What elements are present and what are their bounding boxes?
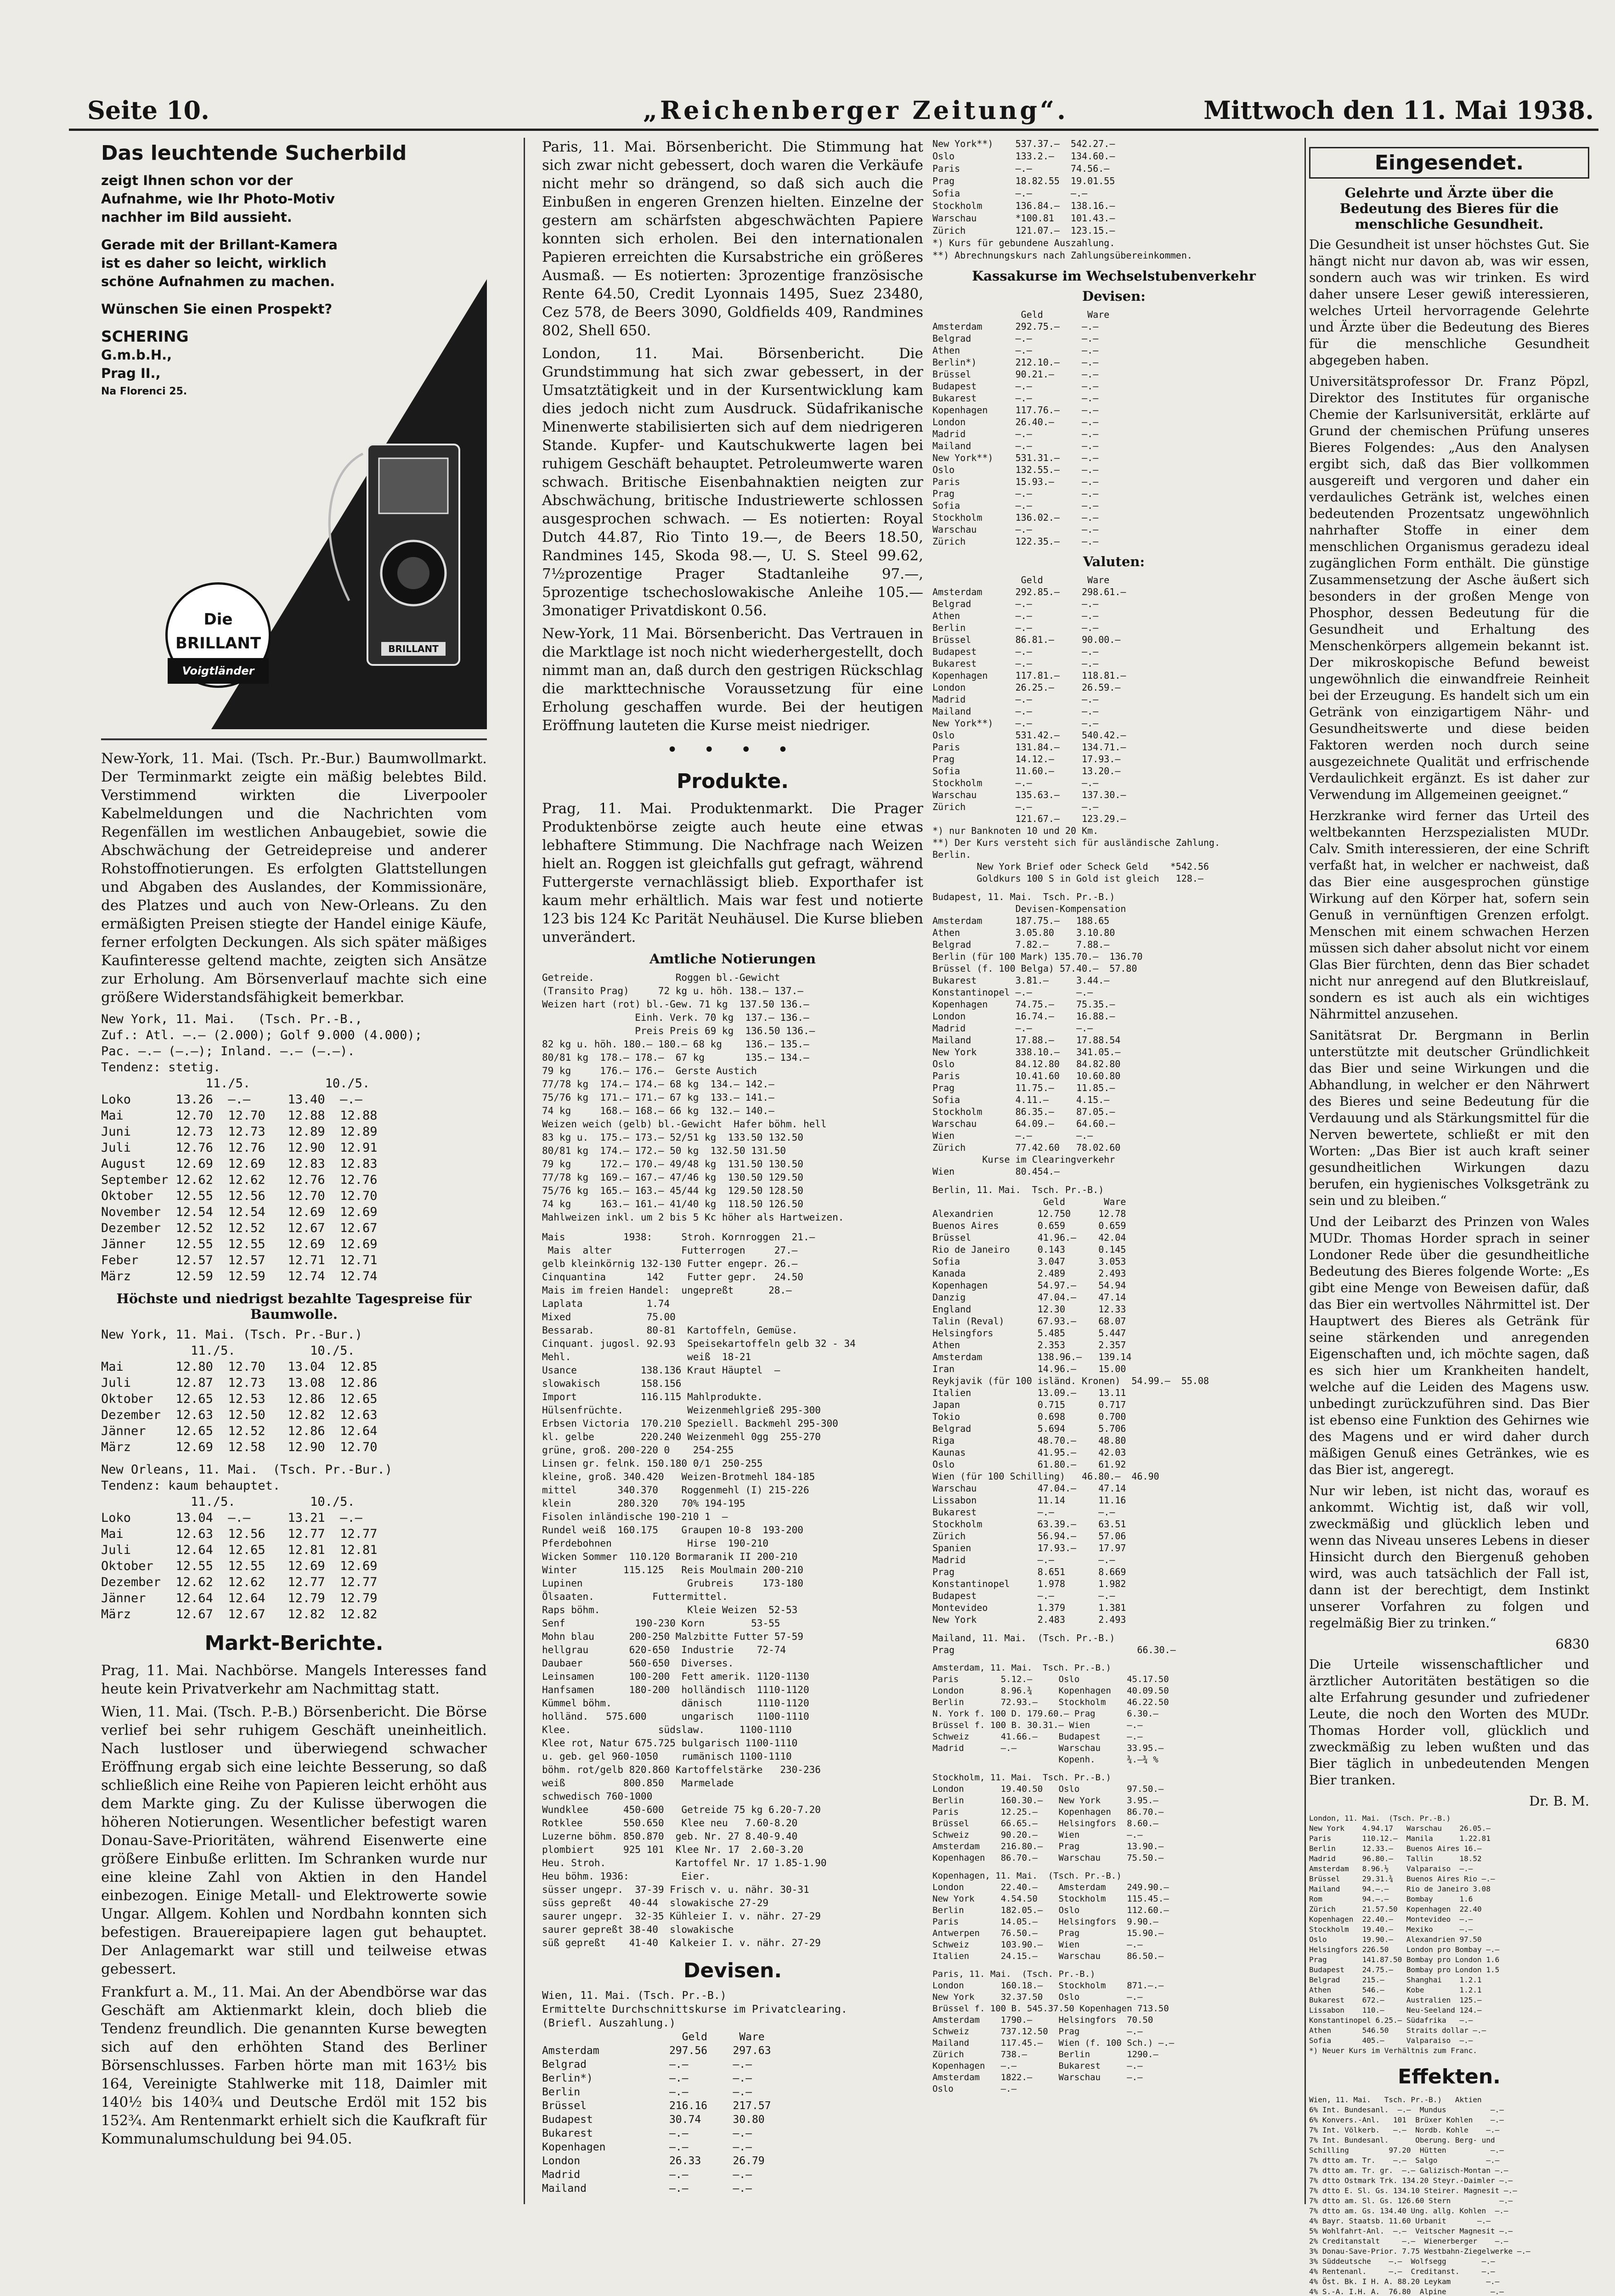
article-frankfurt: Frankfurt a. M., 11. Mai. An der Abendbörse war das Geschäft am Aktienmarkt klein, doch blieb die Tendenz freundlich. Die genannten Kurse bewegten sich auf den erhöhten Stand des Berliner Börsenschlusses. Farben hörte man mit 163½ bis 164, Vereinigte Stahlwerke mit 118, Daimler mit 140½ bis 140¾ und Deutsche Erdöl mit 152 bis 152¾. Am Rentenmarkt erhielt sich die Kaufkraft für Kommunalumschuldung bei 94.05. [101,1984,487,2147]
ad-city: Prag II., [101,366,161,381]
table-amsterdam: Amsterdam, 11. Mai. Tsch. Pr.-B.) Paris 5.12.— Oslo 45.17.50 London 8.96.¾ Kopenhagen 40.09.50 Berlin 72.93.— Stockholm 46.22.50 N. York f. 100 D. 179.60.— Prag 6.30.— Brüssel f. 100 B. 30.31.— Wien —.— Schweiz 41.66.— Budapest —.— Madrid —.— Warschau 33.95.— Kopenh. ¾.—¾ % [932,1663,1169,1765]
voigtlaender-logo: Voigtländer [168,658,269,684]
ad-headline: Das leuchtende Sucherbild [101,141,407,165]
subheading-kassakurse: Kassakurse im Wechselstubenverkehr [972,268,1256,284]
newspaper-page [69,87,1598,2296]
section-produkte: Produkte. [677,770,789,793]
subheading-valuten: Valuten: [1083,554,1145,569]
section-devisen: Devisen. [683,1959,782,1982]
newspaper-title: „Reichenberger Zeitung“. [643,96,1068,125]
ad-text: zeigt Ihnen schon vor der Aufnahme, wie Ihr Photo-Motiv nachher im Bild aussieht. [101,173,335,225]
column-rule [524,138,525,2204]
article-paris: Paris, 11. Mai. Börsenbericht. Die Stimmung hat sich zwar nicht gebessert, doch waren die Verkäufe nicht mehr so drängend, so daß sich auch die Einbußen in engeren Grenzen hielten. Einzelne der gestern am schärfsten abgeschwächten Papiere konnten sich erholen. Bei den internationalen Papieren erreichten die Kursabstriche ein größeres Ausmaß. — Es notierten: 3prozentige französische Rente 64.50, Credit Lyonnais 1495, Suez 23480, Cez 578, de Beers 3090, Goldfields 409, Randmines 802, Shell 650. [542,139,923,339]
article-paragraph: Sanitätsrat Dr. Bergmann in Berlin unterstützte mit deutscher Gründlichkeit das Bier und seine Wirkungen und die Abhandlung, in welcher er den Nährwert des Bieres und seine Bedeutung für die Verdauung und als Stärkungsmittel für die Nerven bewertete, schließt er mit den Worten: „Das Bier ist auch kraft seiner gesundheitlichen Wirkungen dazu berufen, ein hygienisches Volksgetränk zu sein und zu bleiben.“ [1309,1028,1589,1208]
article-london: London, 11. Mai. Börsenbericht. Die Grundstimmung hat sich zwar gebessert, in der Umsatztätigkeit und in der Kursentwicklung kam dies jedoch nicht zum Ausdruck. Südafrikanische Minenwerte stabilisierten sich auf dem niedrigeren Stande. Kupfer- und Kautschukwerte lagen bei ruhigem Geschäft behauptet. Petroleumwerte waren schwach. Britische Eisenbahnaktien neigten zur Abschwächung, britische Industriewerte schlossen ausgesprochen schwach. — Es notierten: Royal Dutch 44.87, Rio Tinto 19.—, de Beers 18.50, Randmines 145, Skoda 98.—, U. S. Steel 99.62, 7½prozentige Prager Stadtanleihe 97.—, 5prozentige tschechoslowakische Anleihe 105.— 3monatiger Privatdiskont 0.56. [542,345,924,619]
article-paragraph: Universitätsprofessor Dr. Franz Pöpzl, Direktor des Institutes für organische Chemie der Karlsuniversität, erklärte auf Grund der chemischen Prüfung unseres Bieres Folgendes: „Aus den Analysen ergibt sich, daß das Bier vollkommen ausgereift und vergoren und daher ein verdauliches Getränk ist, welches einen bedeutenden Prozentsatz ungewöhnlich nahrhafter Stoffe in einer dem menschlichen Organismus geradezu ideal zugänglichen Form enthält. Die günstige Zusammensetzung der Asche äußert sich besonders in der großen Menge von Phosphor, dessen Bedeutung für die Gesundheit und Erhaltung des Menschenkörpers allgemein bekannt ist. Der mikroskopische Befund beweist ungewöhnlich die einwandfreie Reinheit bei der Erzeugung. Es handelt sich um ein Getränk von einzigartigem Nähr- und Gesundheitswerte und diese beiden Faktoren werden noch durch seine ausgezeichnete Qualität und erfrischende Verdaulichkeit ergänzt. Es ist daher zur Verwendung im Allgemeinen geeignet.“ [1309,374,1589,802]
subheading-amtliche: Amtliche Notierungen [649,951,816,967]
column-3 [932,138,1295,2213]
brillant-badge [165,582,271,688]
section-eingesendet: Eingesendet. [1309,147,1589,179]
table-new-orleans: New Orleans, 11. Mai. (Tsch. Pr.-Bur.) Tendenz: kaum behauptet. 11./5. 10./5. Loko 13.04 —.— 13.21 —.— Mai 12.63 12.56 12.77 12.77 Juli 12.64 12.65 12.81 12.81 Oktober 12.55 12.55 12.69 12.69 Dezember 12.62 12.62 12.77 12.77 Jänner 12.64 12.64 12.79 12.79 März 12.67 12.67 12.82 12.82 [101,1463,392,1621]
badge-brand-name: BRILLANT [175,634,261,653]
article-prag-produkte: Prag, 11. Mai. Produktenmarkt. Die Prager Produktenbörse zeigte auch heute eine etwas lebhaftere Stimmung. Die Nachfrage nach Weizen hielt an. Roggen ist gleichfalls gut gefragt, während Futtergerste vernachlässigt blieb. Exporthafer ist kaum mehr erhältlich. Mais war fest und notierte 123 bis 124 Kc Parität Neuhäusel. Die Kurse blieben unverändert. [542,800,923,945]
table-ny-cotton: New York, 11. Mai. (Tsch. Pr.-B., Zuf.: Atl. —.— (2.000); Golf 9.000 (4.000); Pac. —.— (—.—); Inland. —.— (—.—). Tendenz: stetig. 11./5. 10./5. Loko 13.26 —.— 13.40 —.— Mai 12.70 12.70 12.88 12.88 Juni 12.73 12.73 12.89 12.89 Juli 12.76 12.76 12.90 12.91 August 12.69 12.69 12.83 12.83 September 12.62 12.62 12.76 12.76 Oktober 12.55 12.56 12.70 12.70 November 12.54 12.54 12.69 12.69 Dezember 12.52 12.52 12.67 12.67 Jänner 12.55 12.55 12.69 12.69 Feber 12.57 12.57 12.71 12.71 März 12.59 12.59 12.74 12.74 [101,1012,422,1283]
table-kassa-devisen: Geld Ware Amsterdam 292.75.— —.— Belgrad —.— —.— Athen —.— —.— Berlin*) 212.10.— —.— Brüssel 90.21.— —.— Budapest —.— —.— Bukarest —.— —.— Kopenhagen 117.76.— —.— London 26.40.— —.— Madrid —.— —.— Mailand —.— —.— New York**) 531.31.— —.— Oslo 132.55.— —.— Paris 15.93.— —.— Prag —.— —.— Sofia —.— —.— Stockholm 136.02.— —.— Warschau —.— —.— Zürich 122.35.— —.— [932,309,1110,547]
table-mailand: Mailand, 11. Mai. (Tsch. Pr.-B.) Prag 66.30.— [932,1632,1176,1655]
table-produkte: Mais 1938: Stroh. Kornroggen 21.— Mais alter Futterrogen 27.— gelb kleinkörnig 132-130 Futter engepr. 26.— Cinquantina 142 Futter gepr. 24.50 Mais im freien Handel: ungepreßt 28.— Laplata 1.74 Mixed 75.00 Bessarab. 80-81 Kartoffeln, Gemüse. Cinquant. jugosl. 92.93 Speisekartoffeln gelb 32 - 34 Mehl. weiß 18-21 Usance 138.136 Kraut Häuptel — slowakisch 158.156 Import 116.115 Mahlprodukte. Hülsenfrüchte. Weizenmehlgrieß 295-300 Erbsen Victoria 170.210 Speziell. Backmehl 295-300 kl. gelbe 220.240 Weizenmehl 0gg 255-270 grüne, groß. 200-220 0 254-255 Linsen gr. felnk. 150.180 0/1 250-255 kleine, groß. 340.420 Weizen-Brotmehl 184-185 mittel 340.370 Roggenmehl (I) 215-226 klein 280.320 70% 194-195 Fisolen inländische 190-210 1 — Rundel weiß 160.175 Graupen 10-8 193-200 Pferdebohnen Hirse 190-210 Wicken Sommer 110.120 Bormaranik II 200-210 Winter 115.125 Reis Moulmain 200-210 Lupinen Grubreis 173-180 Ölsaaten. Futtermittel. Raps böhm. Kleie Weizen 52-53 Senf 190-230 Korn 53-55 Mohn blau 200-250 Malzbitte Futter 57-59 hellgrau 620-650 Industrie 72-74 Daubaer 560-650 Diverses. Leinsamen 100-200 Fett amerik. 1120-1130 Hanfsamen 180-200 holländisch 1110-1120 Kümmel böhm. dänisch 1110-1120 holländ. 575.600 ungarisch 1100-1110 Klee. südslaw. 1100-1110 Klee rot, Natur 675.725 bulgarisch 1100-1110 u. geb. gel 960-1050 rumänisch 1100-1110 böhm. rot/gelb 820.860 Kartoffelstärke 230-236 weiß 800.850 Marmelade schwedisch 760-1000 Wundklee 450-600 Getreide 75 kg 6.20-7.20 Rotklee 550.650 Klee neu 7.60-8.20 Luzerne böhm. 850.870 geb. Nr. 27 8.40-9.40 plombiert 925 101 Klee Nr. 17 2.60-3.20 Heu. Stroh. Kartoffel Nr. 17 1.85-1.90 Heu böhm. 1936: Eier. süsser ungepr. 37-39 Frisch v. u. nähr. 30-31 süss gepreßt 40-44 slowakische 27-29 saurer ungepr. 32-35 Kühleier I. v. nähr. 27-29 saurer gepreßt 38-40 slowakische süß gepreßt 41-40 Kalkeier I. v. nähr. 27-29 [542,1232,856,1948]
ad-code: 6830 [1555,1636,1589,1652]
ad-company: SCHERING [101,327,189,345]
table-kopenhagen: Kopenhagen, 11. Mai. (Tsch. Pr.-B.) London 22.40.— Amsterdam 249.90.— New York 4.54.50 Stockholm 115.45.— Berlin 182.05.— Oslo 112.60.— Paris 14.05.— Helsingfors 9.90.— Antwerpen 76.50.— Prag 15.90.— Schweiz 103.90.— Wien —.— Italien 24.15.— Warschau 86.50.— [932,1871,1169,1961]
advertisement-brillant [101,141,487,740]
subheading-hilo: Höchste und niedrigst bezahlte Tagespreise für Baumwolle. [116,1291,472,1322]
camera-label: BRILLANT [388,643,439,654]
article-wien: Wien, 11. Mai. (Tsch. P.-B.) Börsenbericht. Die Börse verlief bei sehr ruhigem Geschäft uneinheitlich. Nach lustloser und überwiegend schwacher Eröffnung ergab sich eine leichte Besserung, so daß schließlich eine Reihe von Papieren leicht erhöht aus dem Markte ging. Zu der Kulisse überwogen die höheren Notierungen. Wesentlicher befestigt waren Donau-Save-Prioritäten, während Eisenwerte eine größere Einbuße erlitten. Im Schranken wurde nur eine kleine Zahl von Aktien in den Handel einbezogen. Einige Metall- und Elektrowerte sowie Ungar. Allgem. Kohlen und Nordbahn konnten sich befestigen. Brauereipapiere lagen gut behauptet. Der Anlagemarkt war still und teilweise etwas gebessert. [101,1704,487,1977]
article-signature: Dr. B. M. [1529,1793,1589,1809]
article-paragraph: Herzkranke wird ferner das Urteil des weltbekannten Herzspezialisten MUDr. Calv. Smith interessieren, der eine Schrift verfaßt hat, in welcher er nachweist, daß das Bier eine ausgesprochen günstige Wirkung auf den Körper hat, sofern sein Genuß in vernünftigen Grenzen erfolgt. Menschen mit einem schwachen Herzen müssen sich daher absolut nicht vor einem Glas Bier fürchten, denn das Bier schadet nicht nur anregend auf den Blutkreislauf, sondern es ist auch als ein wichtiges Nährmittel anzusehen. [1309,808,1589,1022]
article-paragraph: Und der Leibarzt des Prinzen von Wales MUDr. Thomas Horder sprach in seiner Londoner Rede über die gesundheitliche Bedeutung des Bieres folgende Worte: „Es gibt eine Menge von Beweisen dafür, daß das Bier ein wertvolles Nährmittel ist. Der Hauptwert des Bieres als Getränk für seine stärkenden und anregenden Eigenschaften und, ich möchte sagen, daß es sich hier um Krankheiten handelt, welche auf die Leiden des Magens usw. unbedingt zurückzuführen sind. Das Bier ist ebenso eine Funktion des Gehirnes wie des Magens und er wird daher durch mäßigen Genuß eines Getränkes, wie es das Bier ist, angeregt. [1309,1214,1589,1477]
separator-dots: • • • • [666,739,799,760]
ad-company-form: G.m.b.H., [101,347,172,363]
article-paragraph: Die Gesundheit ist unser höchstes Gut. Sie hängt nicht nur davon ab, was wir essen, sondern auch was wir trinken. Es wird daher unsere Leser gewiß interessieren, welches Urteil hervorragende Gelehrte und Ärzte über die Bedeutung des Bieres für die menschliche Gesundheit abgegeben haben. [1309,237,1589,368]
ad-text: Gerade mit der Brillant-Kamera ist es daher so leicht, wirklich schöne Aufnahmen zu machen. [101,237,338,289]
table-stockholm: Stockholm, 11. Mai. Tsch. Pr.-B.) London 19.40.50 Oslo 97.50.— Berlin 160.30.— New York 3.95.— Paris 12.25.— Kopenhagen 86.70.— Brüssel 66.65.— Helsingfors 8.60.— Schweiz 90.20.— Wien —.— Amsterdam 216.80.— Prag 13.90.— Kopenhagen 86.70.— Warschau 75.50.— [932,1773,1164,1863]
table-budapest: Budapest, 11. Mai. Tsch. Pr.-B.) Devisen-Kompensation Amsterdam 187.75.— 188.65 Athen 3.05.80 3.10.80 Belgrad 7.82.— 7.88.— Berlin (für 100 Mark) 135.70.— 136.70 Brüssel (f. 100 Belga) 57.40.— 57.80 Bukarest 3.81.— 3.44.— Konstantinopel —.— —.— Kopenhagen 74.75.— 75.35.— London 16.74.— 16.88.— Madrid —.— —.— Mailand 17.88.— 17.88.54 New York 338.10.— 341.05.— Oslo 84.12.80 84.82.80 Paris 10.41.60 10.60.80 Prag 11.75.— 11.85.— Sofia 4.11.— 4.15.— Stockholm 86.35.— 87.05.— Warschau 64.09.— 64.60.— Wien —.— —.— Zürich 77.42.60 78.02.60 Kurse im Clearingverkehr Wien 80.454.— [932,891,1143,1177]
column-4 [1309,138,1589,2296]
ad-street: Na Florenci 25. [101,386,187,397]
column-2 [542,138,923,2213]
subheading-devisen: Devisen: [1082,288,1146,304]
article-ny-cotton: New-York, 11. Mai. (Tsch. Pr.-Bur.) Baumwollmarkt. Der Terminmarkt zeigte ein mäßig belebtes Bild. Verstimmend wirkten die Liverpooler Kabelmeldungen und die Nachrichten vom Regenfällen im westlichen Anbaugebiet, sowie die Abschwächung der Getreidepreise und anderer Rohstoffnotierungen. Es erfolgten Glattstellungen und Abgaben des Auslandes, der Kommissionäre, des Platzes und auch von New-Orleans. Zu den ermäßigten Preisen stiegte der Handel einige Käufe, ferner erfolgten Deckungen. Als sich später mäßiges Kaufinteresse geltend machte, zeigten sich Ansätze zur Erholung. Am Börsenverlauf machte sich eine größere Widerstandsfähigkeit bemerkbar. [101,750,487,1006]
table-hilo: New York, 11. Mai. (Tsch. Pr.-Bur.) 11./5. 10./5. Mai 12.80 12.70 13.04 12.85 Juli 12.87 12.73 13.08 12.86 Oktober 12.65 12.53 12.86 12.65 Dezember 12.63 12.50 12.82 12.63 Jänner 12.65 12.52 12.86 12.64 März 12.69 12.58 12.90 12.70 [101,1328,378,1454]
ad-text: Wünschen Sie einen Prospekt? [101,301,333,317]
page-header [69,87,1598,131]
table-effekten: Wien, 11. Mai. Tsch. Pr.-B.) Aktien 6% Int. Bundesanl. —.— Mundus —.— 6% Konvers.-Anl. 101 Brüxer Kohlen —.— 7% Int. Völkerb. —.— Nordb. Kohle —.— 7% Int. Bundesanl. Oberung. Berg- und Schilling 97.20 Hütten —.— 7% dtto am. Tr. —.— Salgo —.— 7% dtto am. Tr. gr. —.— Galizisch-Montan —.— 7% dtto Ostmark Trk. 134.20 Steyr.-Daimler —.— 7% dtto E. Sl. Gs. 134.10 Steirer. Magnesit —.— 7% dtto am. Sl. Gs. 126.60 Stern —.— 7% dtto am. Gs. 134.40 Ung. allg. Kohlen —.— 4% Bayr. Staatsb. 11.60 Urbanit —.— 5% Wohlfahrt-Anl. —.— Veitscher Magnesit —.— 2% Creditanstalt —.— Wienerberger —.— 3% Donau-Save-Prior. 7.75 Westbahn-Ziegelwerke —.— 3% Süddeutsche —.— Wolfsegg —.— 4% Rentenanl. —.— Creditanst. —.— 4% Öst. Bk. I H. A. 88.20 Leykam —.— 4% S.-A. I.H. A. 76.80 Alpine —.— [1309,2095,1530,2296]
column-1 [101,138,487,2213]
article-prag: Prag, 11. Mai. Nachbörse. Mangels Interesses fand heute kein Privatverkehr am Nachmittag statt. [101,1662,487,1697]
section-markt-berichte: Markt-Berichte. [204,1632,384,1655]
article-paragraph: Nur wir leben, ist nicht das, worauf es ankommt. Wichtig ist, daß wir voll, zweckmäßig und glücklich leben und wenn das Niveau unseres Lebens in dieser Hinsicht durch den Biergenuß gehoben wird, was auch tatsächlich der Fall ist, dann ist der berechtigt, dem Instinkt unserer Vorfahren zu folgen und regelmäßig Bier zu trinken.“ [1309,1483,1589,1631]
table-berlin: Berlin, 11. Mai. Tsch. Pr.-B.) Geld Ware Alexandrien 12.750 12.78 Buenos Aires 0.659 0.659 Brüssel 41.96.— 42.04 Rio de Janeiro 0.143 0.145 Sofia 3.047 3.053 Kanada 2.489 2.493 Kopenhagen 54.97.— 54.94 Danzig 47.04.— 47.14 England 12.30 12.33 Talin (Reval) 67.93.— 68.07 Helsingfors 5.485 5.447 Athen 2.353 2.357 Amsterdam 138.96.— 139.14 Iran 14.96.— 15.00 Reykjavik (für 100 isländ. Kronen) 54.99.— 55.08 Italien 13.09.— 13.11 Japan 0.715 0.717 Tokio 0.698 0.700 Belgrad 5.694 5.706 Riga 48.70.— 48.80 Kaunas 41.95.— 42.03 Oslo 61.80.— 61.92 Wien (für 100 Schilling) 46.80.— 46.90 Warschau 47.04.— 47.14 Lissabon 11.14 11.16 Bukarest —.— —.— Stockholm 63.39.— 63.51 Zürich 56.94.— 57.06 Spanien 17.93.— 17.97 Madrid —.— —.— Prag 8.651 8.669 Konstantinopel 1.978 1.982 Budapest —.— —.— Montevideo 1.379 1.381 New York 2.483 2.493 [932,1184,1209,1625]
table-paris: Paris, 11. Mai. (Tsch. Pr.-B.) London 160.18.— Stockholm 871.—.— New York 32.37.50 Oslo —.— Brüssel f. 100 B. 545.37.50 Kopenhagen 713.50 Amsterdam 1790.— Helsingfors 70.50 Schweiz 737.12.50 Prag —.— Mailand 117.45.— Wien (f. 100 Sch.) —.— Zürich 738.— Berlin 1290.— Kopenhagen —.— Bukarest —.— Amsterdam 1822.— Warschau —.— Oslo —.— [932,1969,1175,2094]
article-new-york: New-York, 11 Mai. Börsenbericht. Das Vertrauen in die Marktlage ist noch nicht wiederhergestellt, doch nimmt man an, daß durch den gestrigen Rückschlag die markttechnische Voraussetzung für eine Erholung geschaffen wurde. Bei der heutigen Eröffnung lauteten die Kurse meist niedriger. [542,625,923,734]
table-getreide: Getreide. Roggen bl.-Gewicht (Transito Prag) 72 kg u. höh. 138.— 137.— Weizen hart (rot) bl.-Gew. 71 kg 137.50 136.— Einh. Verk. 70 kg 137.— 136.— Preis Preis 69 kg 136.50 136.— 82 kg u. höh. 180.— 180.— 68 kg 136.— 135.— 80/81 kg 178.— 178.— 67 kg 135.— 134.— 79 kg 176.— 176.— Gerste Austich 77/78 kg 174.— 174.— 68 kg 134.— 142.— 75/76 kg 171.— 171.— 67 kg 133.— 141.— 74 kg 168.— 168.— 66 kg 132.— 140.— Weizen weich (gelb) bl.-Gewicht Hafer böhm. hell 83 kg u. 175.— 173.— 52/51 kg 133.50 132.50 80/81 kg 174.— 172.— 50 kg 132.50 131.50 79 kg 172.— 170.— 49/48 kg 131.50 130.50 77/78 kg 169.— 167.— 47/46 kg 130.50 129.50 75/76 kg 165.— 163.— 45/44 kg 129.50 128.50 74 kg 163.— 161.— 41/40 kg 118.50 126.50 Mahlweizen inkl. um 2 bis 5 Kc höher als Hartweizen. [542,972,844,1223]
badge-top-text: Die [203,610,233,629]
section-effekten: Effekten. [1398,2065,1501,2088]
table-top-rates: New York**) 537.37.— 542.27.— Oslo 133.2.— 134.60.— Paris —.— 74.56.— Prag 18.82.55 19.01.55 Sofia —.— —.— Stockholm 136.84.— 138.16.— Warschau *100.81 101.43.— Zürich 121.07.— 123.15.— *) Kurs für gebundene Auszahlung. **) Abrechnungskurs nach Zahlungsübereinkommen. [932,138,1192,261]
table-london: London, 11. Mai. (Tsch. Pr.-B.) New York 4.94.17 Warschau 26.05.— Paris 110.12.— Manila 1.22.81 Berlin 12.33.— Buenos Aires 16.— Madrid 96.80.— Tallin 18.52 Amsterdam 8.96.½ Valparaiso —.— Brüssel 29.31.¾ Buenos Aires Rio —.— Mailand 94.—.— Rio de Janeiro 3.08 Rom 94.—.— Bombay 1.6 Zürich 21.57.50 Kopenhagen 22.40 Kopenhagen 22.40.— Montevideo —.— Stockholm 19.40.— Mexiko —.— Oslo 19.90.— Alexandrien 97.50 Helsingfors 226.50 London pro Bombay —.— Prag 141.87.50 Bombay pro London 1.6 Budapest 24.75.— Bombay pro London 1.5 Belgrad 215.— Shanghai 1.2.1 Athen 546.— Kobe 1.2.1 Bukarest 672.— Australien 125.— Lissabon 110.— Neu-Seeland 124.— Konstantinopel 6.25.— Südafrika —.— Athen 546.50 Straits dollar —.— Sofia 405.— Valparaiso —.— *) Neuer Kurs im Verhältnis zum Franc. [1309,1814,1500,2055]
column-rule [1304,138,1306,2204]
article-paragraph: Die Urteile wissenschaftlicher und ärztlicher Autoritäten bestätigen so die alte Erfahrung gesunder und zufriedener Leute, die noch den Worten des MUDr. Thomas Horder voll, glücklich und zweckmäßig zu leben wußten und das Bier täglich in unbedeutenden Mengen Bier tranken. [1309,1657,1589,1788]
table-valuten: Geld Ware Amsterdam 292.85.— 298.61.— Belgrad —.— —.— Athen —.— —.— Berlin —.— —.— Brüssel 86.81.— 90.00.— Budapest —.— —.— Bukarest —.— —.— Kopenhagen 117.81.— 118.81.— London 26.25.— 26.59.— Madrid —.— —.— Mailand —.— —.— New York**) —.— —.— Oslo 531.42.— 540.42.— Paris 131.84.— 134.71.— Prag 14.12.— 17.93.— Sofia 11.60.— 13.20.— Stockholm —.— —.— Warschau 135.63.— 137.30.— Zürich —.— —.— 121.67.— 123.29.— *) nur Banknoten 10 und 20 Km. **) Der Kurs versteht sich für ausländische Zahlung. Berlin. New York Brief oder Scheck Geld *542.56 Goldkurs 100 S in Gold ist gleich 128.— [932,574,1220,884]
subheading-bier: Gelehrte und Ärzte über die Bedeutung des Bieres für die menschliche Gesundheit. [1339,185,1559,232]
page-number: Seite 10. [87,96,209,125]
issue-date: Mittwoch den 11. Mai 1938. [1203,96,1594,125]
table-wien-devisen: Wien, 11. Mai. (Tsch. Pr.-B.) Ermittelte Durchschnittskurse im Privatclearing. (Briefl. Auszahlung.) Geld Ware Amsterdam 297.56 297.63 Belgrad —.— —.— Berlin*) —.— —.— Berlin —.— —.— Brüssel 216.16 217.57 Budapest 30.74 30.80 Bukarest —.— —.— Kopenhagen —.— —.— London 26.33 26.79 Madrid —.— —.— Mailand —.— —.— [542,1990,847,2195]
